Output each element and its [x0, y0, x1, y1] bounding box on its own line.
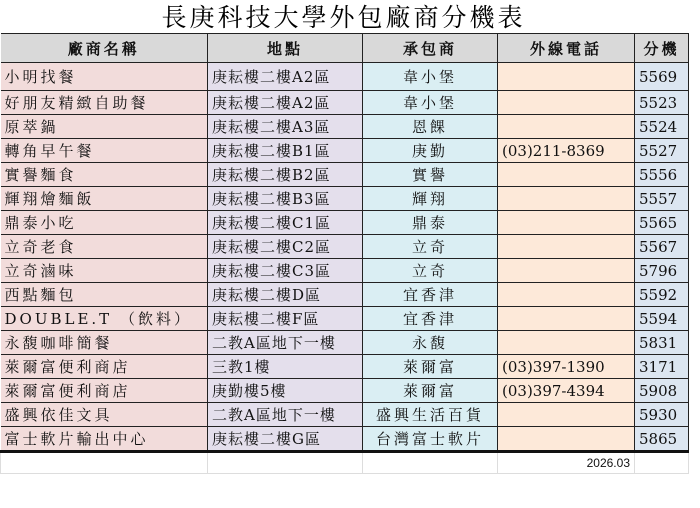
contractor-cell[interactable]: 實譽 [363, 163, 498, 187]
extension-cell[interactable]: 5557 [635, 187, 689, 211]
table-row [1, 331, 689, 355]
contractor-cell[interactable]: 恩餜 [363, 115, 498, 139]
date-cell[interactable]: 2026.03 [498, 452, 635, 474]
empty-cell[interactable] [363, 452, 498, 474]
extension-cell[interactable]: 5865 [635, 427, 689, 452]
phone-cell[interactable]: (03)397-1390 [498, 355, 635, 379]
phone-cell[interactable] [498, 403, 635, 427]
extension-cell[interactable]: 3171 [635, 355, 689, 379]
table-row [1, 427, 689, 452]
table-row [1, 63, 689, 91]
table-row [1, 283, 689, 307]
location-cell[interactable]: 庚耘樓二樓A2區 [208, 91, 363, 115]
sheet-title: 長庚科技大學外包廠商分機表 [161, 3, 526, 32]
phone-cell[interactable] [498, 211, 635, 235]
extension-cell[interactable]: 5569 [635, 63, 689, 91]
phone-cell[interactable]: (03)397-4394 [498, 379, 635, 403]
location-cell[interactable]: 庚耘樓二樓C1區 [208, 211, 363, 235]
phone-cell[interactable] [498, 427, 635, 452]
location-cell[interactable]: 庚耘樓二樓C2區 [208, 235, 363, 259]
phone-cell[interactable]: (03)211-8369 [498, 139, 635, 163]
extension-cell[interactable]: 5556 [635, 163, 689, 187]
vendor-name-cell[interactable]: 永馥咖啡簡餐 [1, 331, 208, 355]
table-row [1, 211, 689, 235]
contractor-cell[interactable]: 立奇 [363, 259, 498, 283]
header-contractor[interactable]: 承包商 [363, 34, 498, 63]
contractor-cell[interactable]: 庚勤 [363, 139, 498, 163]
contractor-cell[interactable]: 韋小堡 [363, 63, 498, 91]
extension-cell[interactable]: 5796 [635, 259, 689, 283]
empty-cell[interactable] [635, 452, 689, 474]
contractor-cell[interactable]: 萊爾富 [363, 379, 498, 403]
vendor-name-cell[interactable]: 立奇滷味 [1, 259, 208, 283]
table-row [1, 307, 689, 331]
extension-cell[interactable]: 5930 [635, 403, 689, 427]
header-location[interactable]: 地點 [208, 34, 363, 63]
table-row [1, 259, 689, 283]
vendor-name-cell[interactable]: 鼎泰小吃 [1, 211, 208, 235]
vendor-name-cell[interactable]: 西點麵包 [1, 283, 208, 307]
location-cell[interactable]: 庚耘樓二樓D區 [208, 283, 363, 307]
contractor-cell[interactable]: 輝翔 [363, 187, 498, 211]
location-cell[interactable]: 庚耘樓二樓A2區 [208, 63, 363, 91]
header-vendor-name[interactable]: 廠商名稱 [1, 34, 208, 63]
location-cell[interactable]: 庚耘樓二樓B1區 [208, 139, 363, 163]
extension-cell[interactable]: 5567 [635, 235, 689, 259]
footer-row [1, 452, 689, 474]
header-external-phone[interactable]: 外線電話 [498, 34, 635, 63]
contractor-cell[interactable]: 永馥 [363, 331, 498, 355]
location-cell[interactable]: 庚耘樓二樓F區 [208, 307, 363, 331]
extension-cell[interactable]: 5527 [635, 139, 689, 163]
contractor-cell[interactable]: 萊爾富 [363, 355, 498, 379]
header-extension[interactable]: 分機 [635, 34, 689, 63]
phone-cell[interactable] [498, 115, 635, 139]
phone-cell[interactable] [498, 187, 635, 211]
phone-cell[interactable] [498, 307, 635, 331]
phone-cell[interactable] [498, 331, 635, 355]
empty-cell[interactable] [208, 452, 363, 474]
table-row [1, 187, 689, 211]
extension-cell[interactable]: 5594 [635, 307, 689, 331]
extension-cell[interactable]: 5524 [635, 115, 689, 139]
table-row [1, 379, 689, 403]
contractor-cell[interactable]: 韋小堡 [363, 91, 498, 115]
vendor-extension-table [0, 33, 689, 474]
vendor-name-cell[interactable]: 立奇老食 [1, 235, 208, 259]
phone-cell[interactable] [498, 235, 635, 259]
extension-cell[interactable]: 5831 [635, 331, 689, 355]
header-row [1, 34, 689, 63]
phone-cell[interactable] [498, 91, 635, 115]
vendor-name-cell[interactable]: 實譽麵食 [1, 163, 208, 187]
table-row [1, 403, 689, 427]
location-cell[interactable]: 二教A區地下一樓 [208, 331, 363, 355]
vendor-name-cell[interactable]: 輝翔燴麵飯 [1, 187, 208, 211]
location-cell[interactable]: 庚耘樓二樓B2區 [208, 163, 363, 187]
phone-cell[interactable] [498, 283, 635, 307]
location-cell[interactable]: 庚耘樓二樓C3區 [208, 259, 363, 283]
location-cell[interactable]: 三教1樓 [208, 355, 363, 379]
vendor-name-cell[interactable]: 原萃鍋 [1, 115, 208, 139]
vendor-name-cell[interactable]: 盛興依佳文具 [1, 403, 208, 427]
location-cell[interactable]: 庚勤樓5樓 [208, 379, 363, 403]
vendor-name-cell[interactable]: 富士軟片輸出中心 [1, 427, 208, 452]
table-row [1, 91, 689, 115]
extension-cell[interactable]: 5565 [635, 211, 689, 235]
location-cell[interactable]: 二教A區地下一樓 [208, 403, 363, 427]
extension-cell[interactable]: 5592 [635, 283, 689, 307]
contractor-cell[interactable]: 盛興生活百貨 [363, 403, 498, 427]
extension-cell[interactable]: 5523 [635, 91, 689, 115]
table-row [1, 115, 689, 139]
table-row [1, 139, 689, 163]
table-row [1, 163, 689, 187]
vendor-name-cell[interactable]: 轉角早午餐 [1, 139, 208, 163]
contractor-cell[interactable]: 宜香津 [363, 283, 498, 307]
contractor-cell[interactable]: 鼎泰 [363, 211, 498, 235]
contractor-cell[interactable]: 宜香津 [363, 307, 498, 331]
phone-cell[interactable] [498, 163, 635, 187]
location-cell[interactable]: 庚耘樓二樓G區 [208, 427, 363, 452]
empty-cell[interactable] [1, 452, 208, 474]
location-cell[interactable]: 庚耘樓二樓B3區 [208, 187, 363, 211]
contractor-cell[interactable]: 台灣富士軟片 [363, 427, 498, 452]
table-row [1, 235, 689, 259]
extension-cell[interactable]: 5908 [635, 379, 689, 403]
vendor-name-cell[interactable]: 萊爾富便利商店 [1, 355, 208, 379]
vendor-name-cell[interactable]: 小明找餐 [1, 63, 208, 91]
vendor-name-cell[interactable]: 好朋友精緻自助餐 [1, 91, 208, 115]
vendor-name-cell[interactable]: DOUBLE.T （飲料） [1, 307, 208, 331]
phone-cell[interactable] [498, 259, 635, 283]
phone-cell[interactable] [498, 63, 635, 91]
table-row [1, 355, 689, 379]
vendor-name-cell[interactable]: 萊爾富便利商店 [1, 379, 208, 403]
location-cell[interactable]: 庚耘樓二樓A3區 [208, 115, 363, 139]
contractor-cell[interactable]: 立奇 [363, 235, 498, 259]
